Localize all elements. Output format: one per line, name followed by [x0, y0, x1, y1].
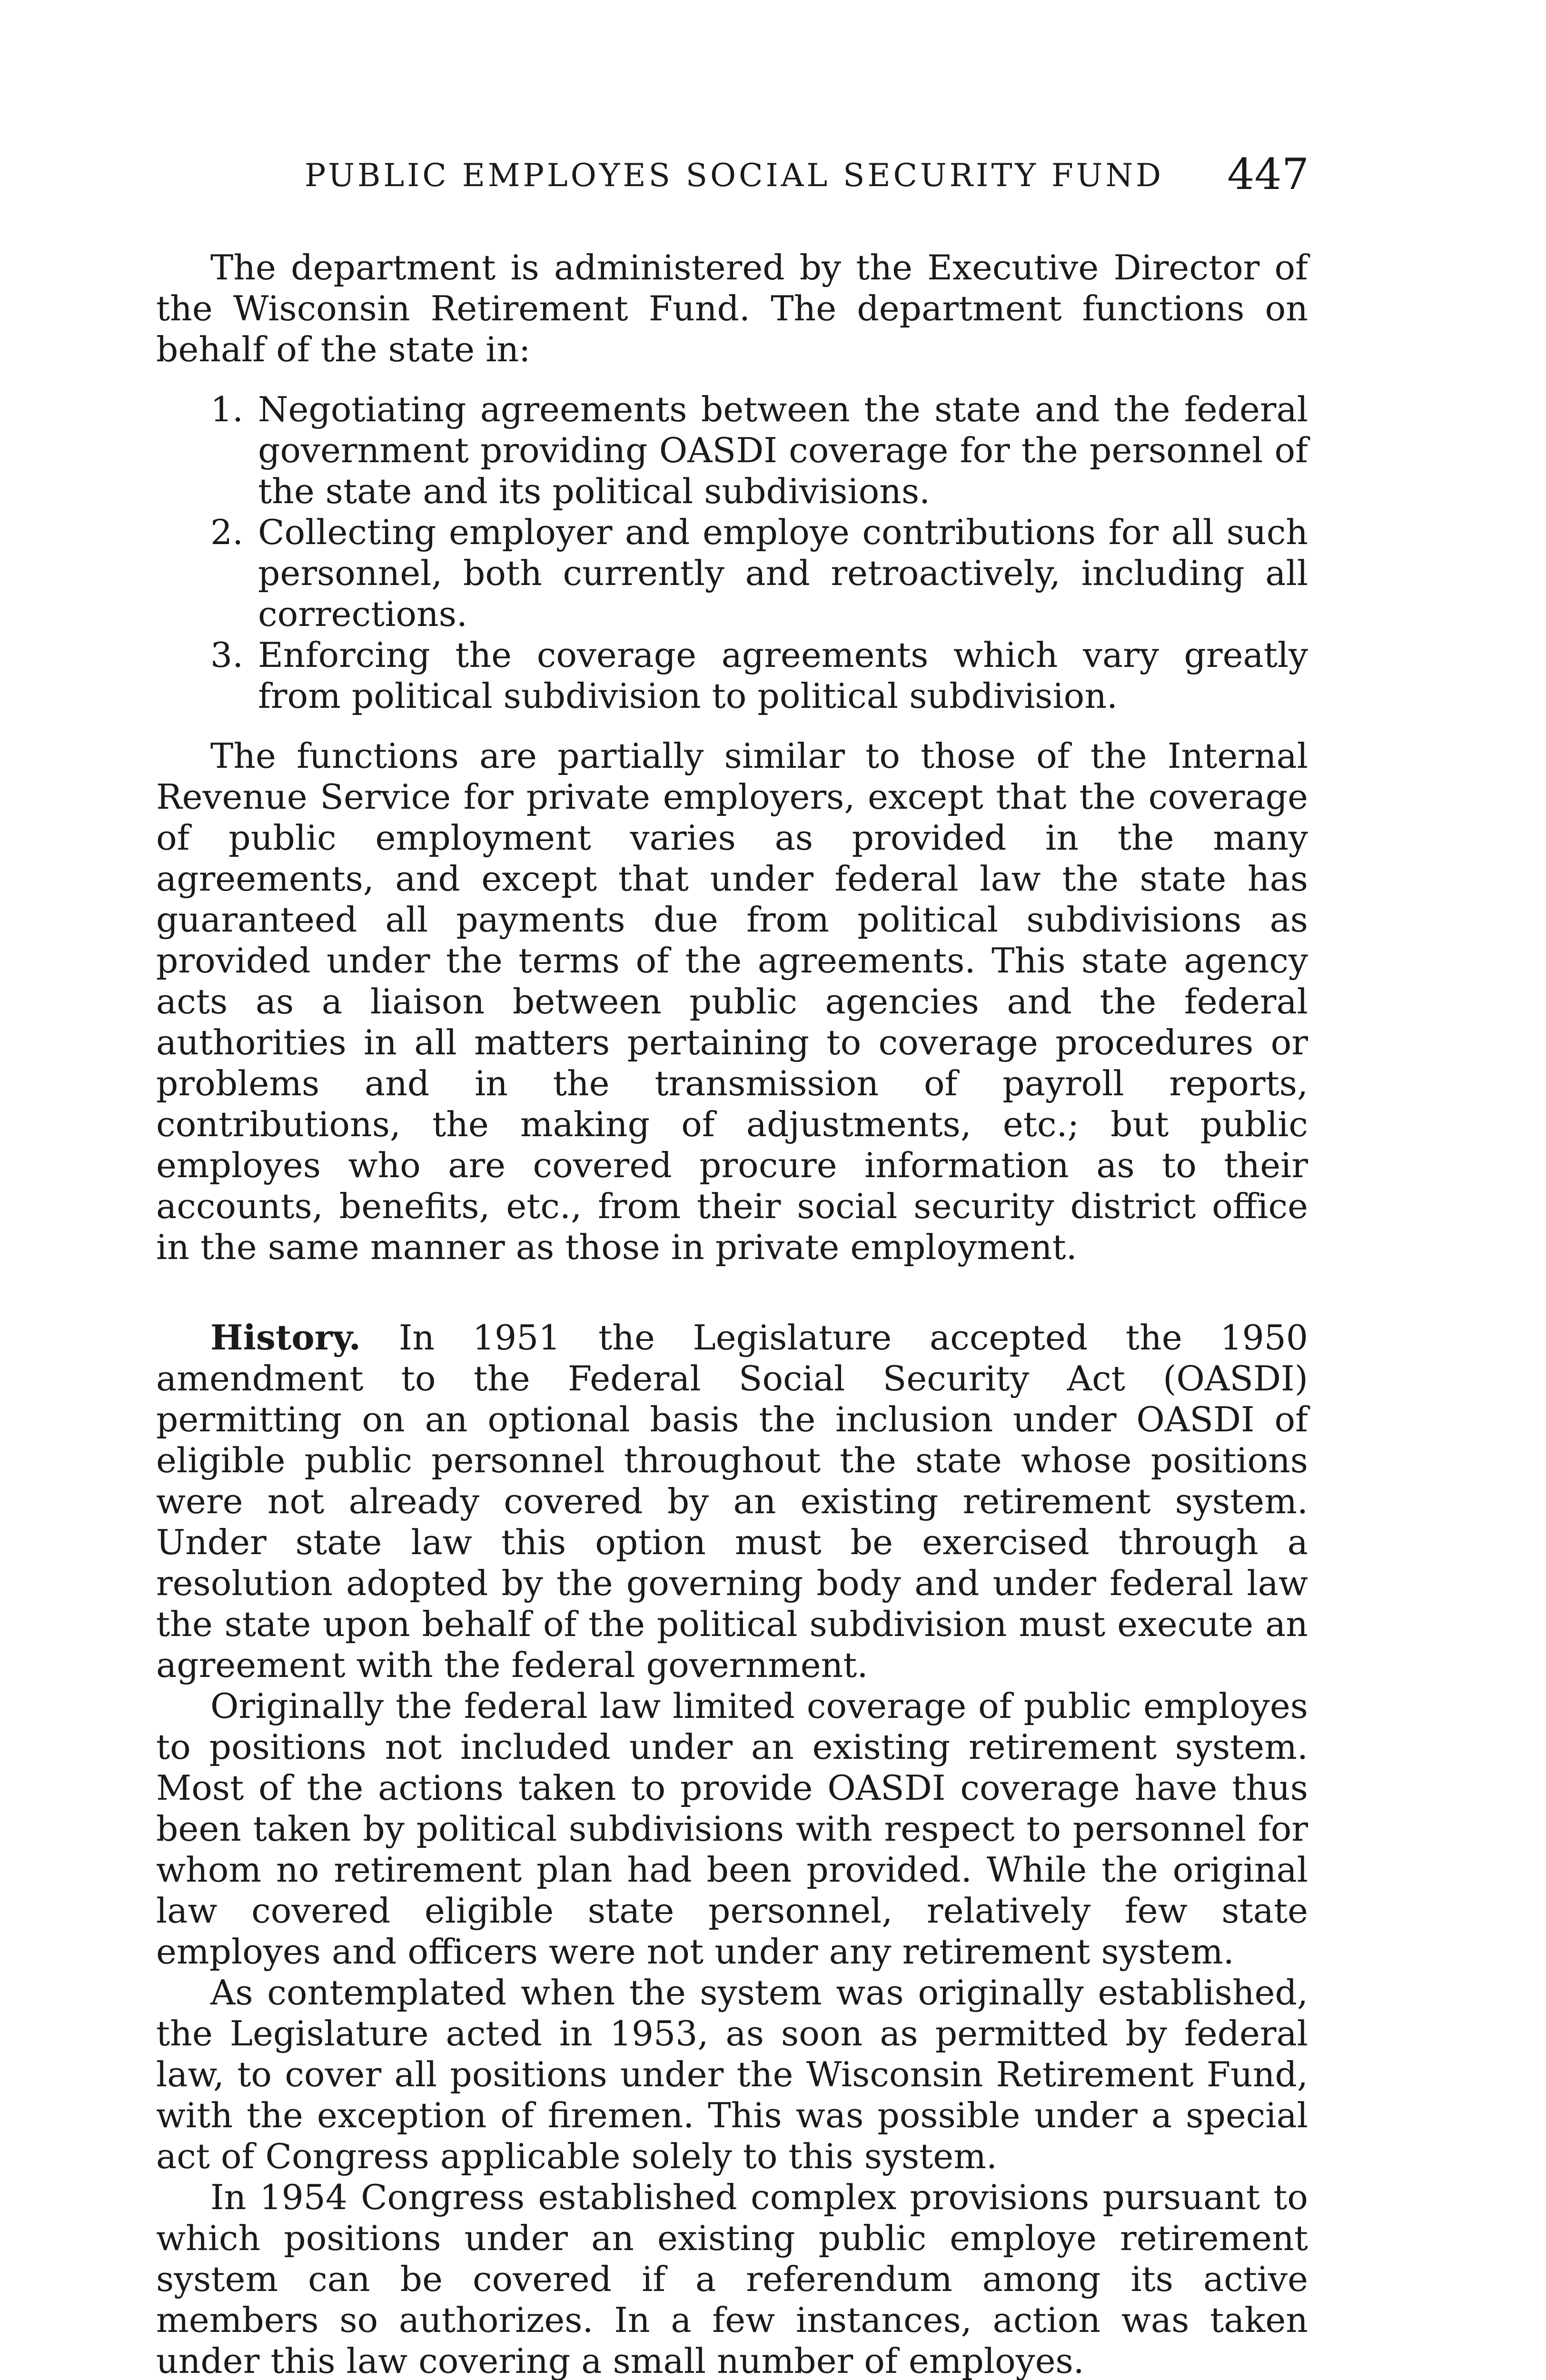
functions-paragraph: The functions are partially similar to those of the Internal Revenue Service for private employers, except that the coverage of public employment varies as provided in the many agreements, and except that under federal law the state has guaranteed all payments due from political subdivisions as provided under the terms of the agreements. This state agency acts as a liaison between public agencies and the federal authorities in all matters pertaining to coverage procedures or problems and in the transmission of payroll reports, contributions, the making of adjustments, etc.; but public employes who are covered procure information as to their accounts, benefits, etc., from their social security district office in the same manner as those in private employment.: [156, 736, 1308, 1268]
functions-list: [156, 389, 1308, 717]
history-paragraph-1-text: In 1951 the Legislature accepted the 1950 amendment to the Federal Social Security Act (OASDI) permitting on an optional basis the inclusion under OASDI of eligible public personnel throughout the state whose positions were not already covered by an existing retirement system. Under state law this option must be exercised through a resolution adopted by the governing body and under federal law the state upon behalf of the political subdivision must execute an agreement with the federal government.: [156, 1318, 1308, 1686]
history-paragraph-1: [156, 1318, 1308, 1686]
history-heading: History.: [210, 1318, 361, 1358]
running-title: PUBLIC EMPLOYES SOCIAL SECURITY FUND: [305, 157, 1164, 194]
list-item: [156, 635, 1308, 717]
list-item: [156, 389, 1308, 512]
list-item-number: 1.: [210, 390, 244, 430]
list-item-text: Collecting employer and employe contributions for all such personnel, both currently and retroactively, including all corrections.: [258, 513, 1308, 635]
page-body: [156, 248, 1308, 2380]
history-paragraph-3: As contemplated when the system was originally established, the Legislature acted in 1953, as soon as permitted by federal law, to cover all positions under the Wisconsin Retirement Fund, with the exception of firemen. This was possible under a special act of Congress applicable solely to this system.: [156, 1973, 1308, 2177]
list-item-number: 3.: [210, 635, 244, 675]
list-item-text: Negotiating agreements between the state and the federal government providing OASDI coverage for the personnel of the state and its political subdivisions.: [258, 390, 1308, 512]
list-item-number: 2.: [210, 513, 244, 553]
intro-paragraph: The department is administered by the Executive Director of the Wisconsin Retirement Fund. The department functions on behalf of the state in:: [156, 248, 1308, 370]
page-header: [305, 143, 1309, 205]
history-paragraph-4: In 1954 Congress established complex provisions pursuant to which positions under an existing public employe retirement system can be covered if a referendum among its active members so authorizes. In a few instances, action was taken under this law covering a small number of employes.: [156, 2178, 1308, 2380]
page-number: 447: [1227, 149, 1309, 199]
list-item-text: Enforcing the coverage agreements which vary greatly from political subdivision to political subdivision.: [258, 635, 1308, 716]
list-item: [156, 512, 1308, 635]
history-paragraph-2: Originally the federal law limited coverage of public employes to positions not included under an existing retirement system. Most of the actions taken to provide OASDI coverage have thus been taken by political subdivisions with respect to personnel for whom no retirement plan had been provided. While the original law covered eligible state personnel, relatively few state employes and officers were not under any retirement system.: [156, 1686, 1308, 1972]
